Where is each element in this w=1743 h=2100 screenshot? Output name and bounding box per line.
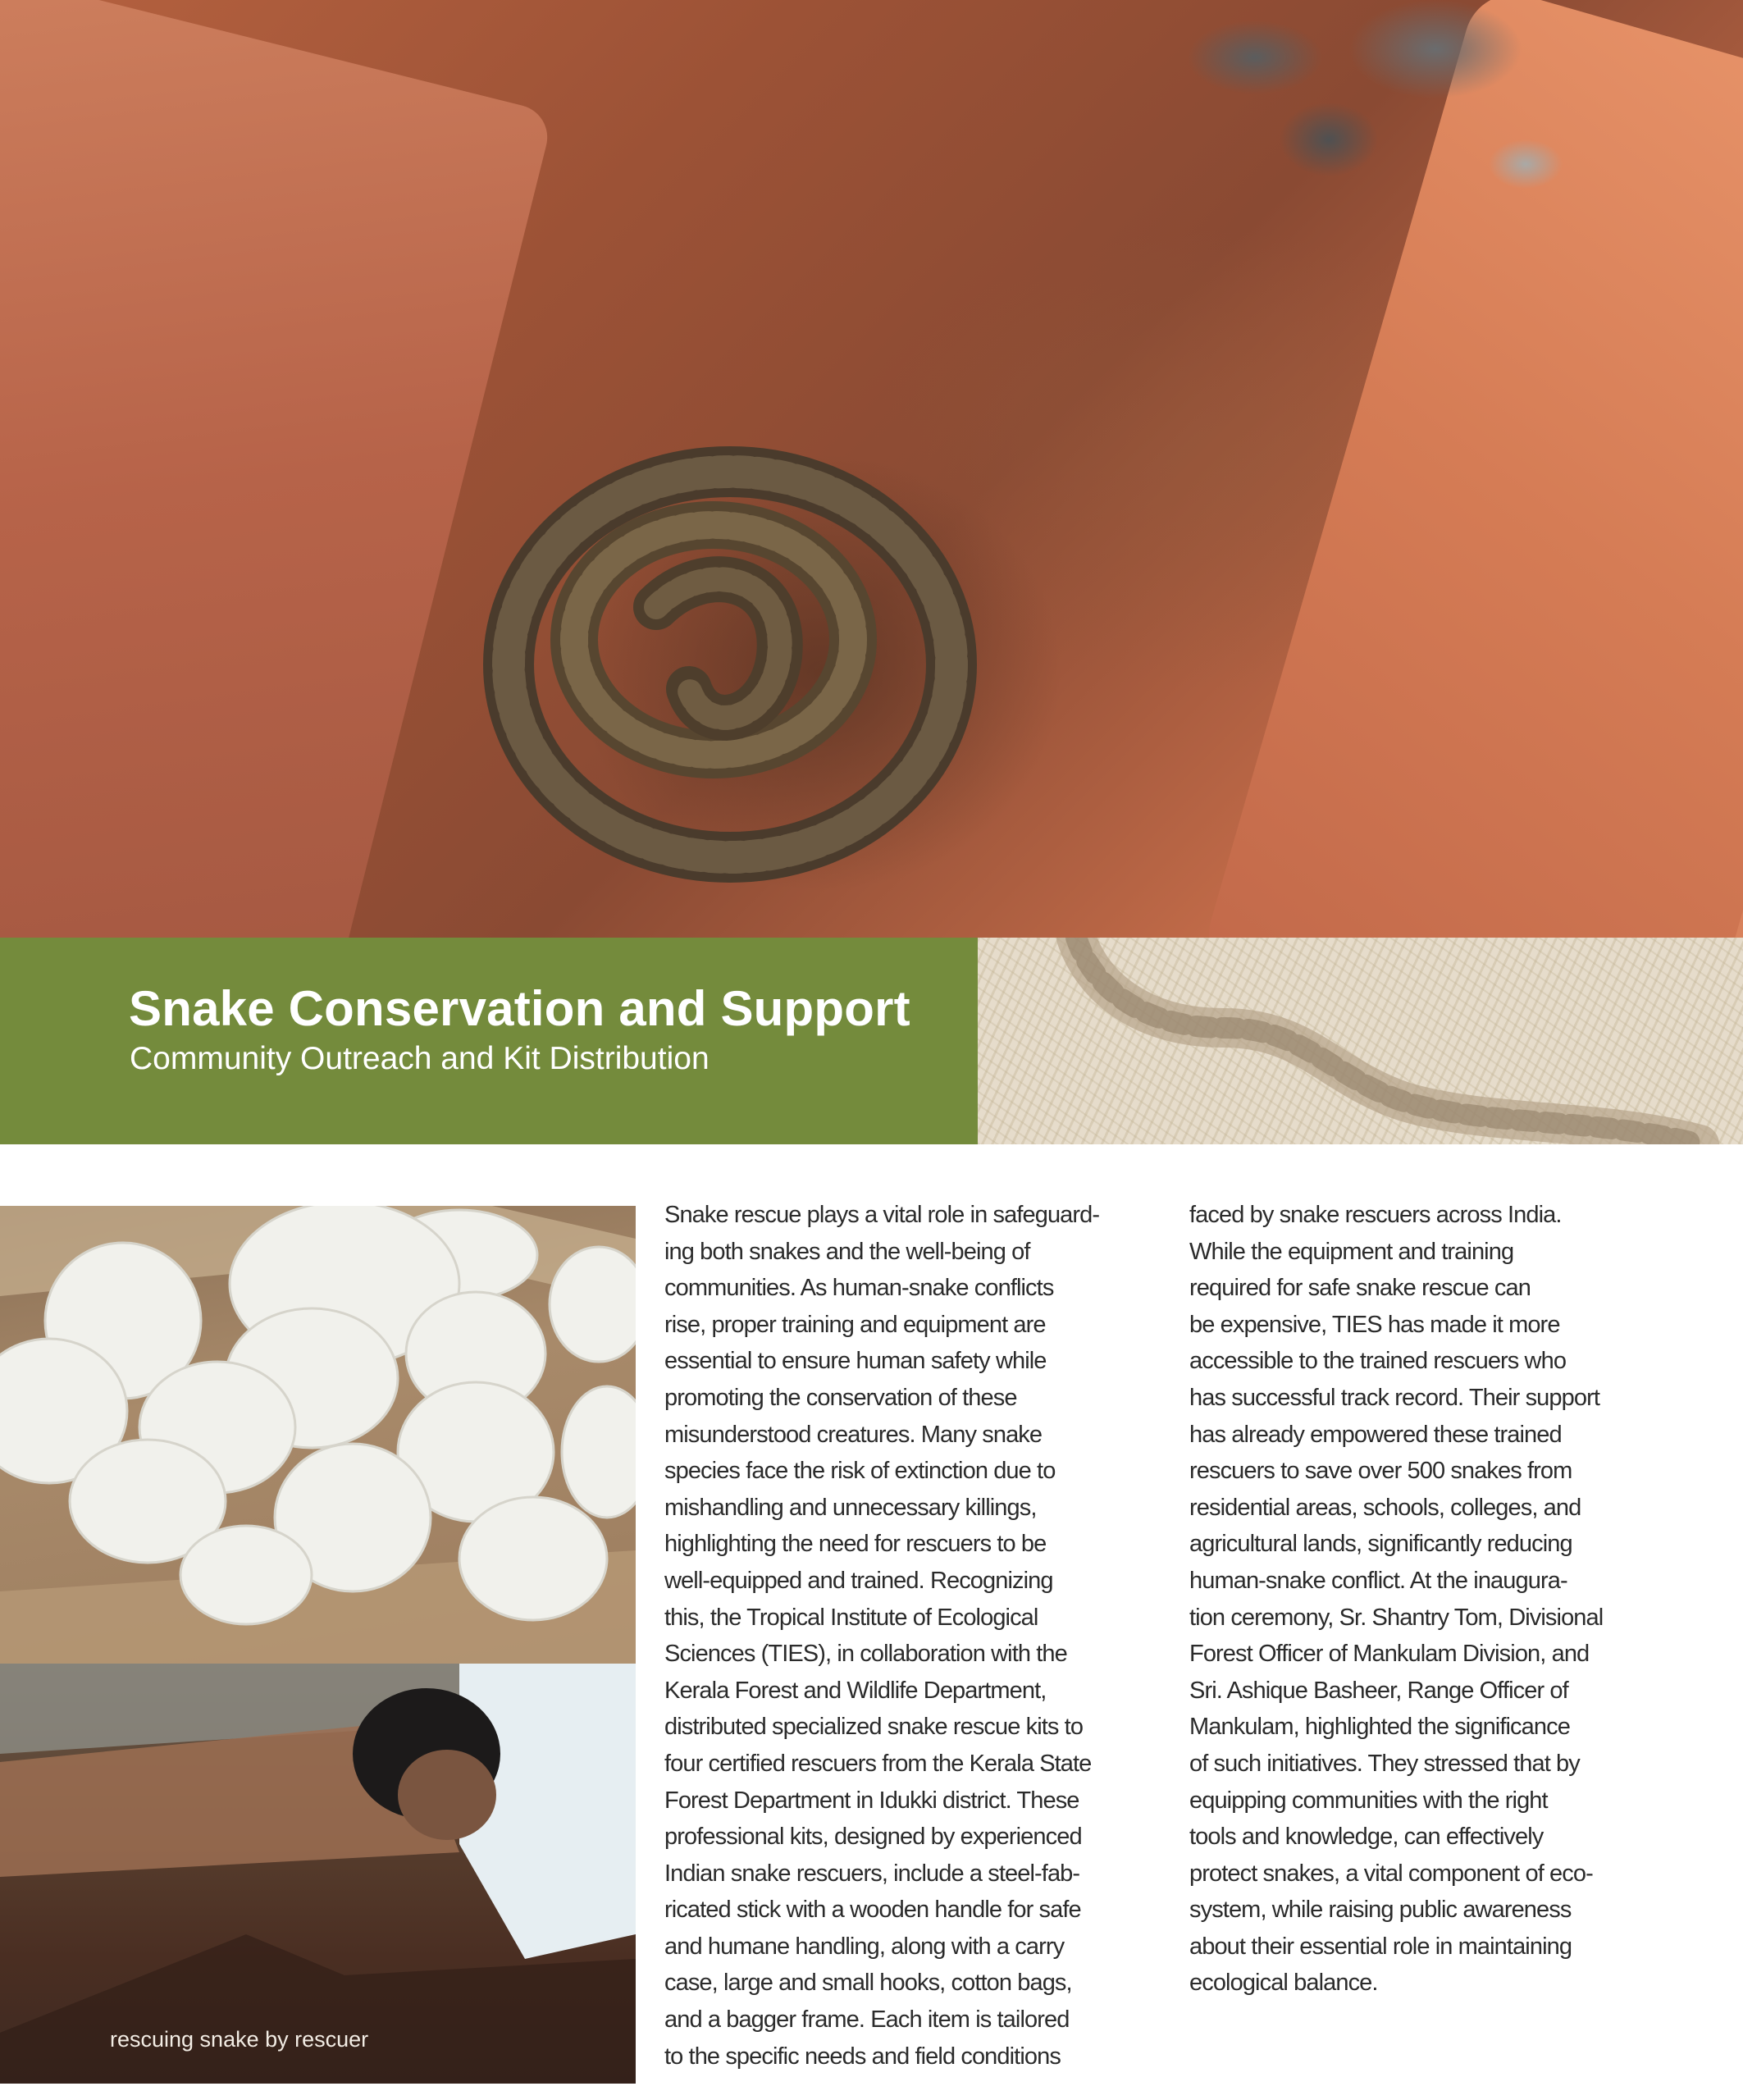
body-text-line: mishandling and unnecessary killings,	[664, 1494, 1037, 1521]
grey-stones	[1066, 0, 1640, 213]
body-text-line: highlighting the need for rescuers to be	[664, 1531, 1047, 1558]
body-text-line: professional kits, designed by experienced	[664, 1824, 1082, 1851]
body-text-line: Sri. Ashique Basheer, Range Officer of	[1189, 1677, 1568, 1704]
body-text-line: this, the Tropical Institute of Ecological	[664, 1604, 1038, 1631]
body-text-line: Snake rescue plays a vital role in safeguard-	[664, 1202, 1100, 1228]
body-text-line: Indian snake rescuers, include a steel-fab-	[664, 1860, 1080, 1887]
body-text-line: tools and knowledge, can effectively	[1189, 1824, 1544, 1851]
photo-caption: rescuing snake by rescuer	[110, 2027, 369, 2052]
body-text-line: well-equipped and trained. Recognizing	[664, 1567, 1053, 1594]
snake-eggs-photo	[0, 1206, 636, 1664]
faded-python-photo	[978, 938, 1743, 1144]
body-text-line: about their essential role in maintaining	[1189, 1933, 1572, 1960]
body-text-line: human-snake conflict. At the inaugura-	[1189, 1567, 1567, 1594]
hero-photo-snake-in-pit	[0, 0, 1743, 938]
body-text-line: Forest Officer of Mankulam Division, and	[1189, 1641, 1590, 1668]
body-text-line: ecological balance.	[1189, 1970, 1378, 1997]
body-text-line: agricultural lands, significantly reducing	[1189, 1531, 1572, 1558]
rescue-photo	[0, 1664, 636, 2084]
body-text-line: ricated stick with a wooden handle for safe	[664, 1897, 1081, 1924]
body-text-line: misunderstood creatures. Many snake	[664, 1421, 1043, 1448]
body-text-line: of such initiatives. They stressed that by	[1189, 1750, 1580, 1777]
body-text-line: Kerala Forest and Wildlife Department,	[664, 1677, 1047, 1704]
rescuer-illustration	[0, 1664, 636, 2084]
body-text-line: to the specific needs and field conditions	[664, 2043, 1061, 2070]
body-text-line: essential to ensure human safety while	[664, 1348, 1047, 1375]
faded-python-illustration	[978, 938, 1743, 1144]
body-text-line: and humane handling, along with a carry	[664, 1933, 1065, 1960]
body-text-line: required for safe snake rescue can	[1189, 1275, 1531, 1302]
body-text-line: four certified rescuers from the Kerala State	[664, 1750, 1092, 1777]
body-text-line: Mankulam, highlighted the significance	[1189, 1714, 1570, 1741]
body-text-line: ing both snakes and the well-being of	[664, 1238, 1030, 1265]
body-text-line: case, large and small hooks, cotton bags,	[664, 1970, 1072, 1997]
body-text-column-2	[1189, 1197, 1698, 2002]
body-text-line: and a bagger frame. Each item is tailored	[664, 2006, 1070, 2034]
body-text-line: Sciences (TIES), in collaboration with the	[664, 1641, 1067, 1668]
body-text-line: protect snakes, a vital component of eco-	[1189, 1860, 1593, 1887]
body-text-line: While the equipment and training	[1189, 1238, 1514, 1265]
body-text-line: promoting the conservation of these	[664, 1384, 1017, 1411]
body-text-line: has already empowered these trained	[1189, 1421, 1562, 1448]
title-band	[0, 938, 978, 1144]
body-text-line: species face the risk of extinction due to	[664, 1458, 1056, 1485]
body-text-line: residential areas, schools, colleges, and	[1189, 1494, 1581, 1521]
body-text-line: faced by snake rescuers across India.	[1189, 1202, 1562, 1228]
coiled-snake-illustration	[459, 394, 1001, 902]
body-text-line: Forest Department in Idukki district. These	[664, 1787, 1079, 1814]
body-text-line: system, while raising public awareness	[1189, 1897, 1572, 1924]
body-text-line: accessible to the trained rescuers who	[1189, 1348, 1567, 1375]
body-text-line: tion ceremony, Sr. Shantry Tom, Divisional	[1189, 1604, 1604, 1631]
article-subtitle: Community Outreach and Kit Distribution	[130, 1041, 710, 1076]
article-title: Snake Conservation and Support	[129, 981, 910, 1036]
body-text-line: equipping communities with the right	[1189, 1787, 1548, 1814]
body-text-line: has successful track record. Their support	[1189, 1384, 1600, 1411]
eggs-illustration	[0, 1206, 636, 1664]
body-text-line: distributed specialized snake rescue kits to	[664, 1714, 1084, 1741]
body-text-line: be expensive, TIES has made it more	[1189, 1311, 1560, 1338]
body-text-line: rise, proper training and equipment are	[664, 1311, 1046, 1338]
body-text-column-1	[664, 1197, 1173, 2075]
body-text-line: rescuers to save over 500 snakes from	[1189, 1458, 1572, 1485]
body-text-line: communities. As human-snake conflicts	[664, 1275, 1054, 1302]
